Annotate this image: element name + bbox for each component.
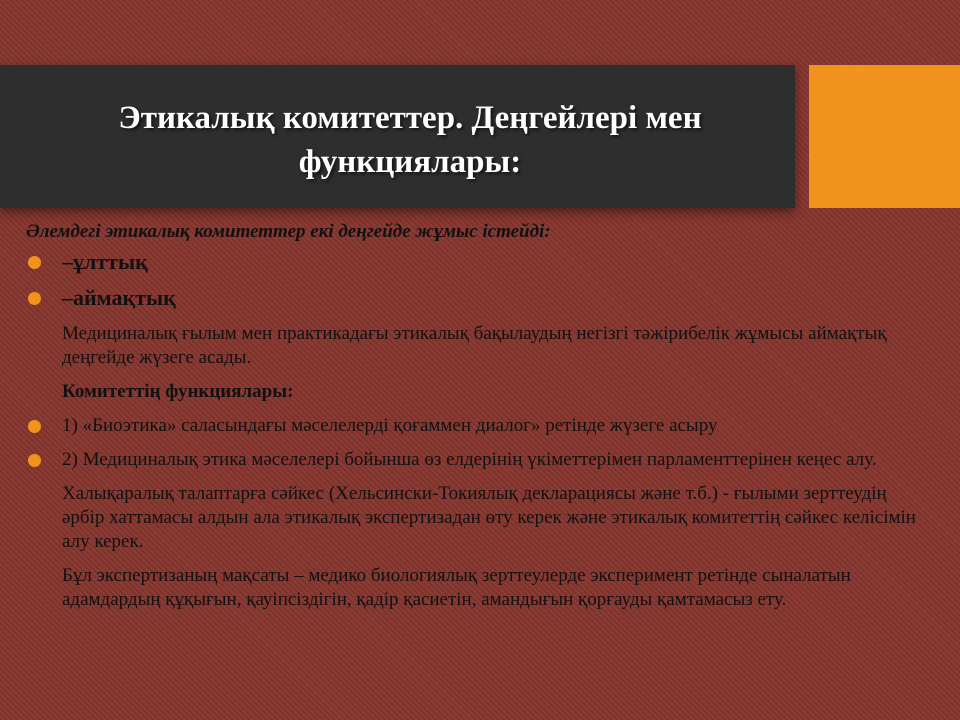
function-item-2: [26, 448, 926, 472]
paragraph-text: Халықаралық талаптарға сәйкес (Хельсински-Токиялық декларациясы және т.б.) - ғылыми зерттеудің әрбір хаттамасы алдын ала этикалық экспертизадан өту керек және этикалық комитеттің сәйкес келісімін алу керек.: [62, 483, 916, 552]
accent-block: [809, 65, 960, 208]
functions-heading: [26, 380, 926, 404]
paragraph-text: Бұл экспертизаның мақсаты – медико биологиялық зерттеулерде эксперимент ретінде сыналатын адамдардың құқығын, қауіпсіздігін, қадір қасиетін, амандығын қорғауды қамтамасыз ету.: [62, 565, 851, 610]
level-label: –аймақтық: [62, 285, 176, 310]
function-text: 2) Медициналық этика мәселелері бойынша өз елдерінің үкіметтерімен парламенттерінен кеңес алу.: [62, 449, 877, 470]
paragraph-international: [26, 482, 926, 554]
paragraph-purpose: [26, 564, 926, 612]
bullet-icon: [28, 454, 41, 467]
level-item-regional: [26, 286, 926, 312]
bullet-icon: [28, 292, 41, 305]
heading-text: Комитеттің функциялары:: [62, 381, 294, 402]
function-text: 1) «Биоэтика» саласындағы мәселелерді қоғаммен диалог» ретінде жүзеге асыру: [62, 415, 718, 436]
intro-text: Әлемдегі этикалық комитеттер екі деңгейде жұмыс істейді:: [26, 221, 551, 242]
function-item-1: [26, 414, 926, 438]
bullet-icon: [28, 420, 41, 433]
bullet-icon: [28, 256, 41, 269]
level-item-national: [26, 250, 926, 276]
slide-content: [26, 220, 926, 622]
paragraph-regional-control: [26, 322, 926, 370]
slide-title: Этикалық комитеттер. Деңгейлері мен функциялары:: [118, 100, 702, 180]
paragraph-text: Медициналық ғылым мен практикадағы этикалық бақылаудың негізгі тәжірибелік жұмысы аймақтық деңгейде жүзеге асады.: [62, 323, 887, 368]
level-label: –ұлттық: [62, 249, 148, 274]
